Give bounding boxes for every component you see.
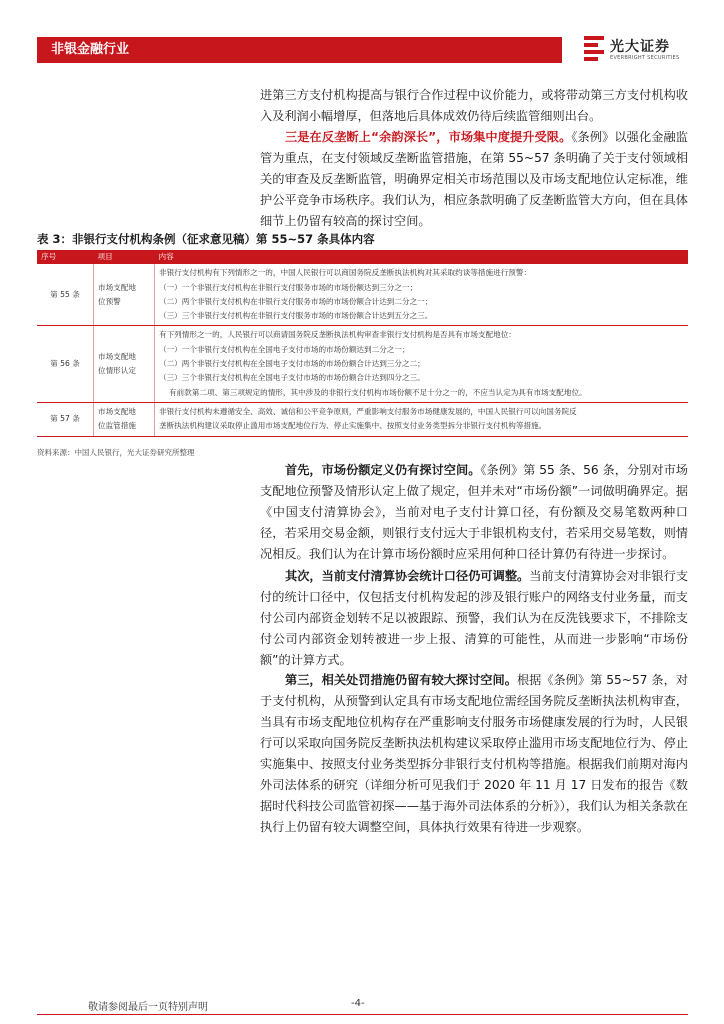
row-item: [94, 326, 155, 402]
row-number: 第 55 条: [37, 264, 94, 326]
row-content: [155, 264, 689, 326]
row-content-line: （三）三个非银行支付机构在非银行支付服务市场的市场份额合计达到五分之三。: [159, 311, 433, 321]
table-title: 表 3：非银行支付机构条例（征求意见稿）第 55~57 条具体内容: [37, 232, 375, 246]
intro-continuation: 进第三方支付机构提高与银行合作过程中议价能力，或将带动第三方支付机构收入及利润小幅增厚，但落地后具体成效仍待后续监管细则出台。: [260, 88, 688, 123]
row-content-line: （三）三个非银行支付机构在全国电子支付市场的市场份额合计达到四分之三。: [159, 373, 425, 383]
footer-divider: [37, 1014, 688, 1015]
row-content-line: 非银行支付机构未遵循安全、高效、诚信和公平竞争原则，严重影响支付服务市场健康发展的，中国人民银行可以向国务院反: [159, 406, 577, 416]
row-number: 第 57 条: [37, 402, 94, 436]
point3-body: 《条例》以强化金融监管为重点，在支付领域反垄断监管措施，在第 55~57 条明确了关于支付领域相关的审查及反垄断监管，明确界定相关市场范围以及市场支配地位认定标准，维护公平竞争市场秩序。我们认为，相应条款明确了反垄断监管大方向，但在具体细节上仍留有较高的探讨空间。: [260, 130, 688, 228]
paragraph-text: 当前支付清算协会对非银行支付的统计口径中，仅包括支付机构发起的涉及银行账户的网络支付业务量，而支付公司内部资金划转不足以被跟踪、预警，我们认为在反洗钱要求下，不排除支付公司内部资金划转被进一步上报、清算的可能性，从而进一步影响“市场份额”的计算方式。: [260, 569, 689, 667]
paragraph-lead: 第三，相关处罚措施仍留有较大探讨空间。: [285, 673, 517, 687]
paragraph-text: 《条例》第 55 条、56 条，分别对市场支配地位预警及情形认定上做了规定，但并未对“市场份额”一词做明确界定。据《中国支付清算协会》，当前对电子支付计算口径，有份额及交易笔数两种口径，若采用交易金额，则银行支付远大于非银机构支付，若采用交易笔数，则情况相反。我们认为在计算市场份额时应采用何种口径计算仍有待进一步探讨。: [260, 463, 688, 561]
point3-paragraph: [260, 127, 688, 232]
row-content-line: 垄断执法机构建议采取停止滥用市场支配地位行为、停止实施集中、按照支付业务类型拆分非银行支付机构等措施。: [159, 421, 547, 431]
logo-text-en: EVERBRIGHT SECURITIES: [610, 55, 680, 61]
point3-heading: 三是在反垄断上“余韵深长”，市场集中度提升受限。: [285, 130, 572, 144]
row-item-line: 市场支配地: [98, 406, 136, 416]
row-content-line: （二）两个非银行支付机构在全国电子支付市场的市场份额合计达到三分之二；: [159, 359, 425, 369]
logo-text-cn: 光大证券: [610, 39, 670, 55]
row-item-line: 位情形认定: [98, 366, 136, 376]
brand-logo: [584, 34, 694, 66]
body-paragraph-1: [260, 460, 688, 565]
footer-disclaimer: 敬请参阅最后一页特别声明: [88, 1002, 208, 1013]
row-content: [155, 402, 689, 436]
row-item-line: 市场支配地: [98, 351, 136, 361]
row-item-line: 位预警: [98, 296, 121, 306]
table-header-item: 项目: [94, 250, 155, 264]
row-number: 第 56 条: [37, 326, 94, 402]
row-content-line: 有下列情形之一的，人民银行可以商请国务院反垄断执法机构审查非银行支付机构是否具有市场支配地位：: [159, 330, 516, 340]
row-content: [155, 326, 689, 402]
row-content-line: （一）一个非银行支付机构在非银行支付服务市场的市场份额达到三分之一；: [159, 282, 418, 292]
row-content-line: 非银行支付机构有下列情形之一的，中国人民银行可以商国务院反垄断执法机构对其采取约谈等措施进行预警：: [159, 268, 532, 278]
body-paragraph-2: [260, 566, 688, 671]
row-content-line: 有前款第二项、第三项规定的情形，其中涉及的非银行支付机构市场份额不足十分之一的，不应当认定为具有市场支配地位。: [169, 387, 587, 397]
table-header-no: 序号: [37, 250, 94, 264]
table-header-content: 内容: [155, 250, 689, 264]
row-item-line: 位监管措施: [98, 421, 136, 431]
row-item-line: 市场支配地: [98, 282, 136, 292]
row-content-line: （一）一个非银行支付机构在全国电子支付市场的市场份额达到二分之一；: [159, 344, 410, 354]
regulation-table: [37, 250, 688, 437]
paragraph-lead: 其次，当前支付清算协会统计口径仍可调整。: [285, 569, 530, 583]
body-paragraph-3: [260, 670, 688, 838]
row-item: [94, 264, 155, 326]
table-header-row: [37, 250, 688, 264]
table-row: [37, 402, 688, 436]
header-section-label: 非银金融行业: [37, 37, 562, 63]
paragraph-lead: 首先，市场份额定义仍有探讨空间。: [285, 463, 481, 477]
table-row: [37, 264, 688, 326]
row-item: [94, 402, 155, 436]
table-row: [37, 326, 688, 402]
logo-mark-icon: [584, 36, 604, 62]
table-source-note: 资料来源：中国人民银行，光大证券研究所整理: [37, 448, 195, 457]
page-number: -4-: [351, 998, 365, 1009]
row-content-line: （二）两个非银行支付机构在非银行支付服务市场的市场份额合计达到二分之一；: [159, 296, 433, 306]
paragraph-text: 根据《条例》第 55~57 条，对于支付机构，从预警到认定具有市场支配地位需经国务院反垄断执法机构审查，当具有市场支配地位机构存在严重影响支付服务市场健康发展的行为时，人民银行可以采取向国务院反垄断执法机构建议采取停止滥用市场支配地位行为、停止实施集中、按照支付业务类型拆分非银行支付机构等措施。根据我们前期对海内外司法体系的研究（详细分析可见我们于 2020 年 11 月 17 日发布的报告《数据时代科技公司监管初探——基于海外司法体系的分析》），我们认为相关条款在执行上仍留有较大调整空间，具体执行效果有待进一步观察。: [260, 673, 689, 834]
